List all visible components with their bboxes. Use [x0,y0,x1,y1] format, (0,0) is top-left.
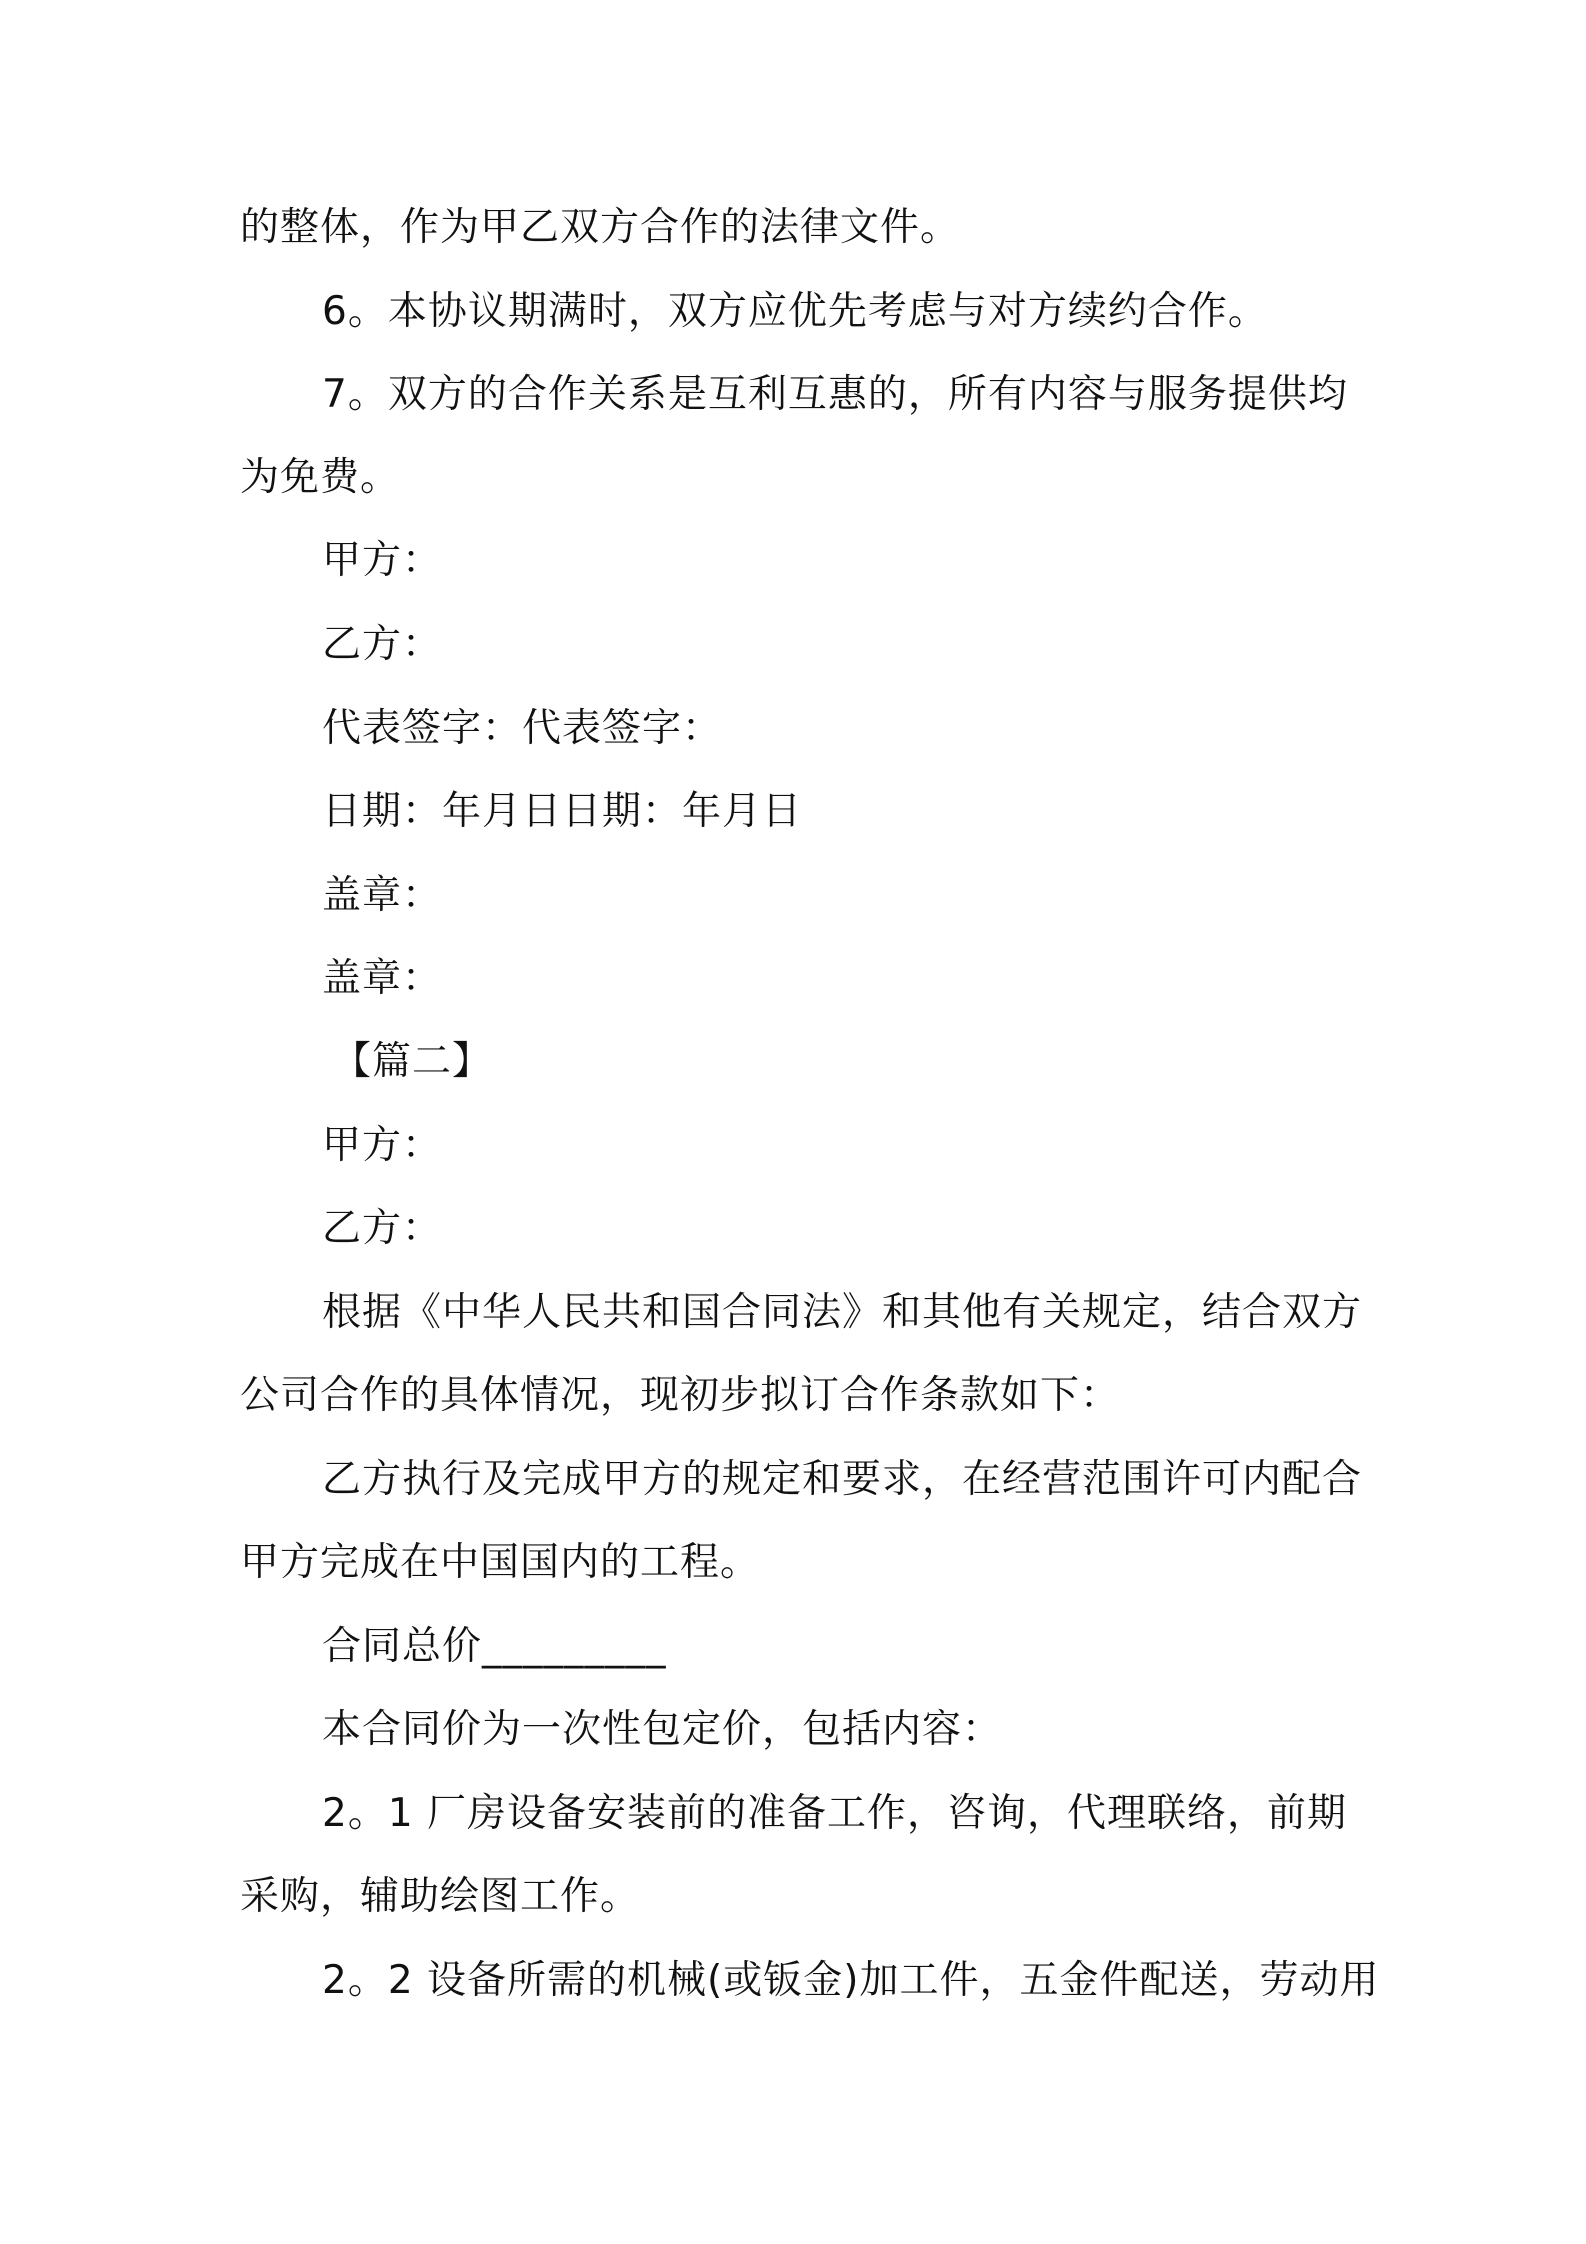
party-a-label: 甲方： [322,538,443,583]
text-line: 2。1 厂房设备安装前的准备工作，咨询，代理联络，前期 [322,1791,1348,1836]
text-line: 7。双方的合作关系是互利互惠的，所有内容与服务提供均 [322,372,1348,417]
text-line: 乙方执行及完成甲方的规定和要求，在经营范围许可内配合 [322,1457,1363,1502]
text-line: 甲方完成在中国国内的工程。 [240,1540,761,1585]
party-b-label: 乙方： [322,622,443,667]
text-line: 公司合作的具体情况，现初步拟订合作条款如下： [240,1373,1121,1418]
text-line: 采购，辅助绘图工作。 [240,1874,641,1919]
party-a-label: 甲方： [322,1123,443,1168]
text-line: 的整体，作为甲乙双方合作的法律文件。 [240,205,961,250]
section-heading: 【篇二】 [332,1039,493,1084]
text-line: 为免费。 [240,455,401,500]
seal-label: 盖章： [322,956,443,1001]
text-line: 2。2 设备所需的机械(或钣金)加工件，五金件配送，劳动用 [322,1958,1380,2003]
date-label: 日期：年月日日期：年月日 [322,789,803,834]
text-line: 本合同价为一次性包定价，包括内容： [322,1707,1003,1752]
seal-label: 盖章： [322,873,443,918]
text-line: 根据《中华人民共和国合同法》和其他有关规定，结合双方 [322,1290,1363,1335]
contract-total-price: 合同总价_________ [322,1624,667,1669]
party-b-label: 乙方： [322,1206,443,1251]
text-line: 6。本协议期满时，双方应优先考虑与对方续约合作。 [322,289,1268,334]
signature-label: 代表签字：代表签字： [322,706,723,751]
